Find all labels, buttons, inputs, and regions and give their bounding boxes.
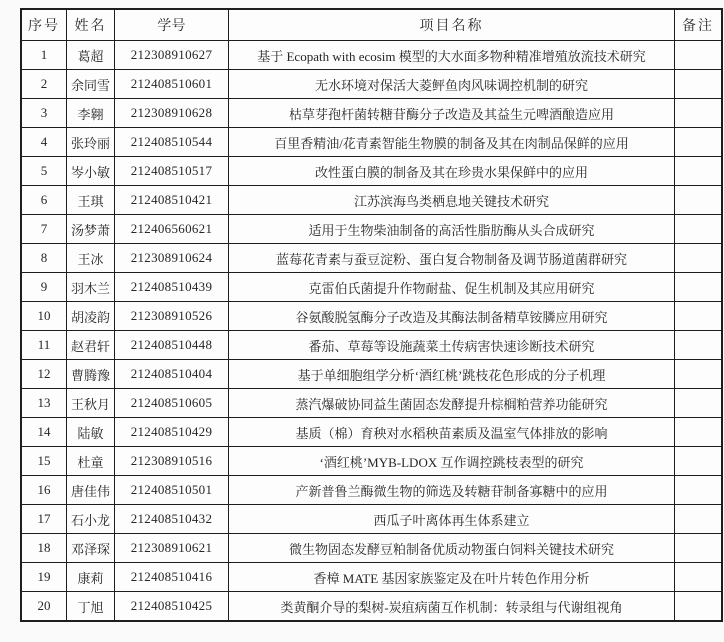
cell-index: 2 [21,70,67,99]
cell-student-id: 212408510416 [115,563,229,592]
cell-student-id: 212408510439 [115,273,229,302]
cell-remark [675,592,723,622]
table-row [21,418,722,447]
cell-project: 基于 Ecopath with ecosim 模型的大水面多物种精准增殖放流技术研究 [229,41,675,70]
cell-project: 枯草芽孢杆菌转糖苷酶分子改造及其益生元啤酒酿造应用 [229,99,675,128]
cell-project: 番茄、草莓等设施蔬菜土传病害快速诊断技术研究 [229,331,675,360]
cell-index: 5 [21,157,67,186]
cell-project: ‘酒红桃’MYB-LDOX 互作调控跳枝表型的研究 [229,447,675,476]
cell-name: 葛超 [67,41,115,70]
cell-name: 余同雪 [67,70,115,99]
table-row [21,41,722,70]
cell-index: 18 [21,534,67,563]
header-student-id: 学号 [115,9,229,41]
cell-project: 谷氨酸脱氢酶分子改造及其酶法制备精草铵膦应用研究 [229,302,675,331]
cell-name: 康莉 [67,563,115,592]
cell-project: 香樟 MATE 基因家族鉴定及在叶片转色作用分析 [229,563,675,592]
cell-name: 胡凌韵 [67,302,115,331]
cell-student-id: 212408510517 [115,157,229,186]
cell-name: 陆敏 [67,418,115,447]
cell-project: 无水环境对保活大菱鲆鱼肉风味调控机制的研究 [229,70,675,99]
cell-index: 3 [21,99,67,128]
cell-project: 产新普鲁兰酶微生物的筛选及转糖苷制备寡糖中的应用 [229,476,675,505]
cell-name: 丁旭 [67,592,115,622]
cell-student-id: 212408510429 [115,418,229,447]
table-row [21,128,722,157]
header-project-name: 项目名称 [229,9,675,41]
table-row [21,186,722,215]
cell-index: 4 [21,128,67,157]
cell-project: 蒸汽爆破协同益生菌固态发酵提升棕榈粕营养功能研究 [229,389,675,418]
cell-name: 王秋月 [67,389,115,418]
cell-name: 唐佳伟 [67,476,115,505]
cell-project: 微生物固态发酵豆粕制备优质动物蛋白饲料关键技术研究 [229,534,675,563]
cell-index: 7 [21,215,67,244]
cell-student-id: 212408510425 [115,592,229,622]
cell-student-id: 212308910621 [115,534,229,563]
table-row [21,99,722,128]
table-row [21,534,722,563]
cell-project: 适用于生物柴油制备的高活性脂肪酶从头合成研究 [229,215,675,244]
cell-index: 6 [21,186,67,215]
cell-index: 19 [21,563,67,592]
cell-name: 张玲丽 [67,128,115,157]
cell-project: 类黄酮介导的梨树-炭疽病菌互作机制：转录组与代谢组视角 [229,592,675,622]
table-row [21,331,722,360]
cell-name: 石小龙 [67,505,115,534]
cell-student-id: 212408510544 [115,128,229,157]
cell-remark [675,331,723,360]
cell-student-id: 212406560621 [115,215,229,244]
cell-project: 西瓜子叶离体再生体系建立 [229,505,675,534]
cell-remark [675,302,723,331]
table-row [21,476,722,505]
cell-student-id: 212308910628 [115,99,229,128]
table-row [21,389,722,418]
cell-project: 基质（棉）育秧对水稻秧苗素质及温室气体排放的影响 [229,418,675,447]
table-row [21,157,722,186]
cell-project: 改性蛋白膜的制备及其在珍贵水果保鲜中的应用 [229,157,675,186]
cell-remark [675,99,723,128]
cell-remark [675,70,723,99]
cell-student-id: 212408510501 [115,476,229,505]
cell-student-id: 212408510601 [115,70,229,99]
table-body [21,41,722,622]
table-row [21,563,722,592]
cell-name: 羽木兰 [67,273,115,302]
cell-student-id: 212408510404 [115,360,229,389]
header-name: 姓名 [67,9,115,41]
cell-index: 8 [21,244,67,273]
table-row [21,273,722,302]
cell-name: 王冰 [67,244,115,273]
cell-student-id: 212408510432 [115,505,229,534]
cell-project: 基于单细胞组学分析‘酒红桃’跳枝花色形成的分子机理 [229,360,675,389]
cell-name: 邓泽琛 [67,534,115,563]
cell-remark [675,215,723,244]
cell-project: 百里香精油/花青素智能生物膜的制备及其在肉制品保鲜的应用 [229,128,675,157]
cell-project: 江苏滨海鸟类栖息地关键技术研究 [229,186,675,215]
cell-name: 王琪 [67,186,115,215]
header-row [21,9,722,41]
cell-remark [675,476,723,505]
cell-student-id: 212308910627 [115,41,229,70]
cell-index: 14 [21,418,67,447]
cell-student-id: 212408510421 [115,186,229,215]
cell-index: 11 [21,331,67,360]
table-row [21,244,722,273]
cell-remark [675,360,723,389]
cell-remark [675,389,723,418]
cell-name: 曹腾豫 [67,360,115,389]
cell-index: 9 [21,273,67,302]
header-index: 序号 [21,9,67,41]
cell-project: 蓝莓花青素与蚕豆淀粉、蛋白复合物制备及调节肠道菌群研究 [229,244,675,273]
cell-name: 赵君轩 [67,331,115,360]
project-roster-table [20,8,723,622]
cell-remark [675,418,723,447]
cell-remark [675,41,723,70]
cell-name: 岑小敏 [67,157,115,186]
cell-index: 17 [21,505,67,534]
table-row [21,505,722,534]
cell-index: 20 [21,592,67,622]
cell-remark [675,157,723,186]
cell-remark [675,505,723,534]
cell-name: 杜童 [67,447,115,476]
cell-remark [675,186,723,215]
table-row [21,215,722,244]
cell-index: 1 [21,41,67,70]
cell-index: 16 [21,476,67,505]
cell-project: 克雷伯氏菌提升作物耐盐、促生机制及其应用研究 [229,273,675,302]
table-row [21,302,722,331]
cell-remark [675,563,723,592]
header-remark: 备注 [675,9,723,41]
cell-remark [675,244,723,273]
table-row [21,592,722,622]
cell-remark [675,534,723,563]
cell-student-id: 212308910516 [115,447,229,476]
cell-index: 13 [21,389,67,418]
cell-index: 15 [21,447,67,476]
cell-index: 10 [21,302,67,331]
table-row [21,447,722,476]
cell-student-id: 212408510605 [115,389,229,418]
cell-student-id: 212408510448 [115,331,229,360]
cell-index: 12 [21,360,67,389]
table-row [21,360,722,389]
table-row [21,70,722,99]
cell-name: 汤梦萧 [67,215,115,244]
cell-remark [675,128,723,157]
cell-remark [675,273,723,302]
cell-student-id: 212308910624 [115,244,229,273]
cell-student-id: 212308910526 [115,302,229,331]
cell-name: 李翱 [67,99,115,128]
cell-remark [675,447,723,476]
